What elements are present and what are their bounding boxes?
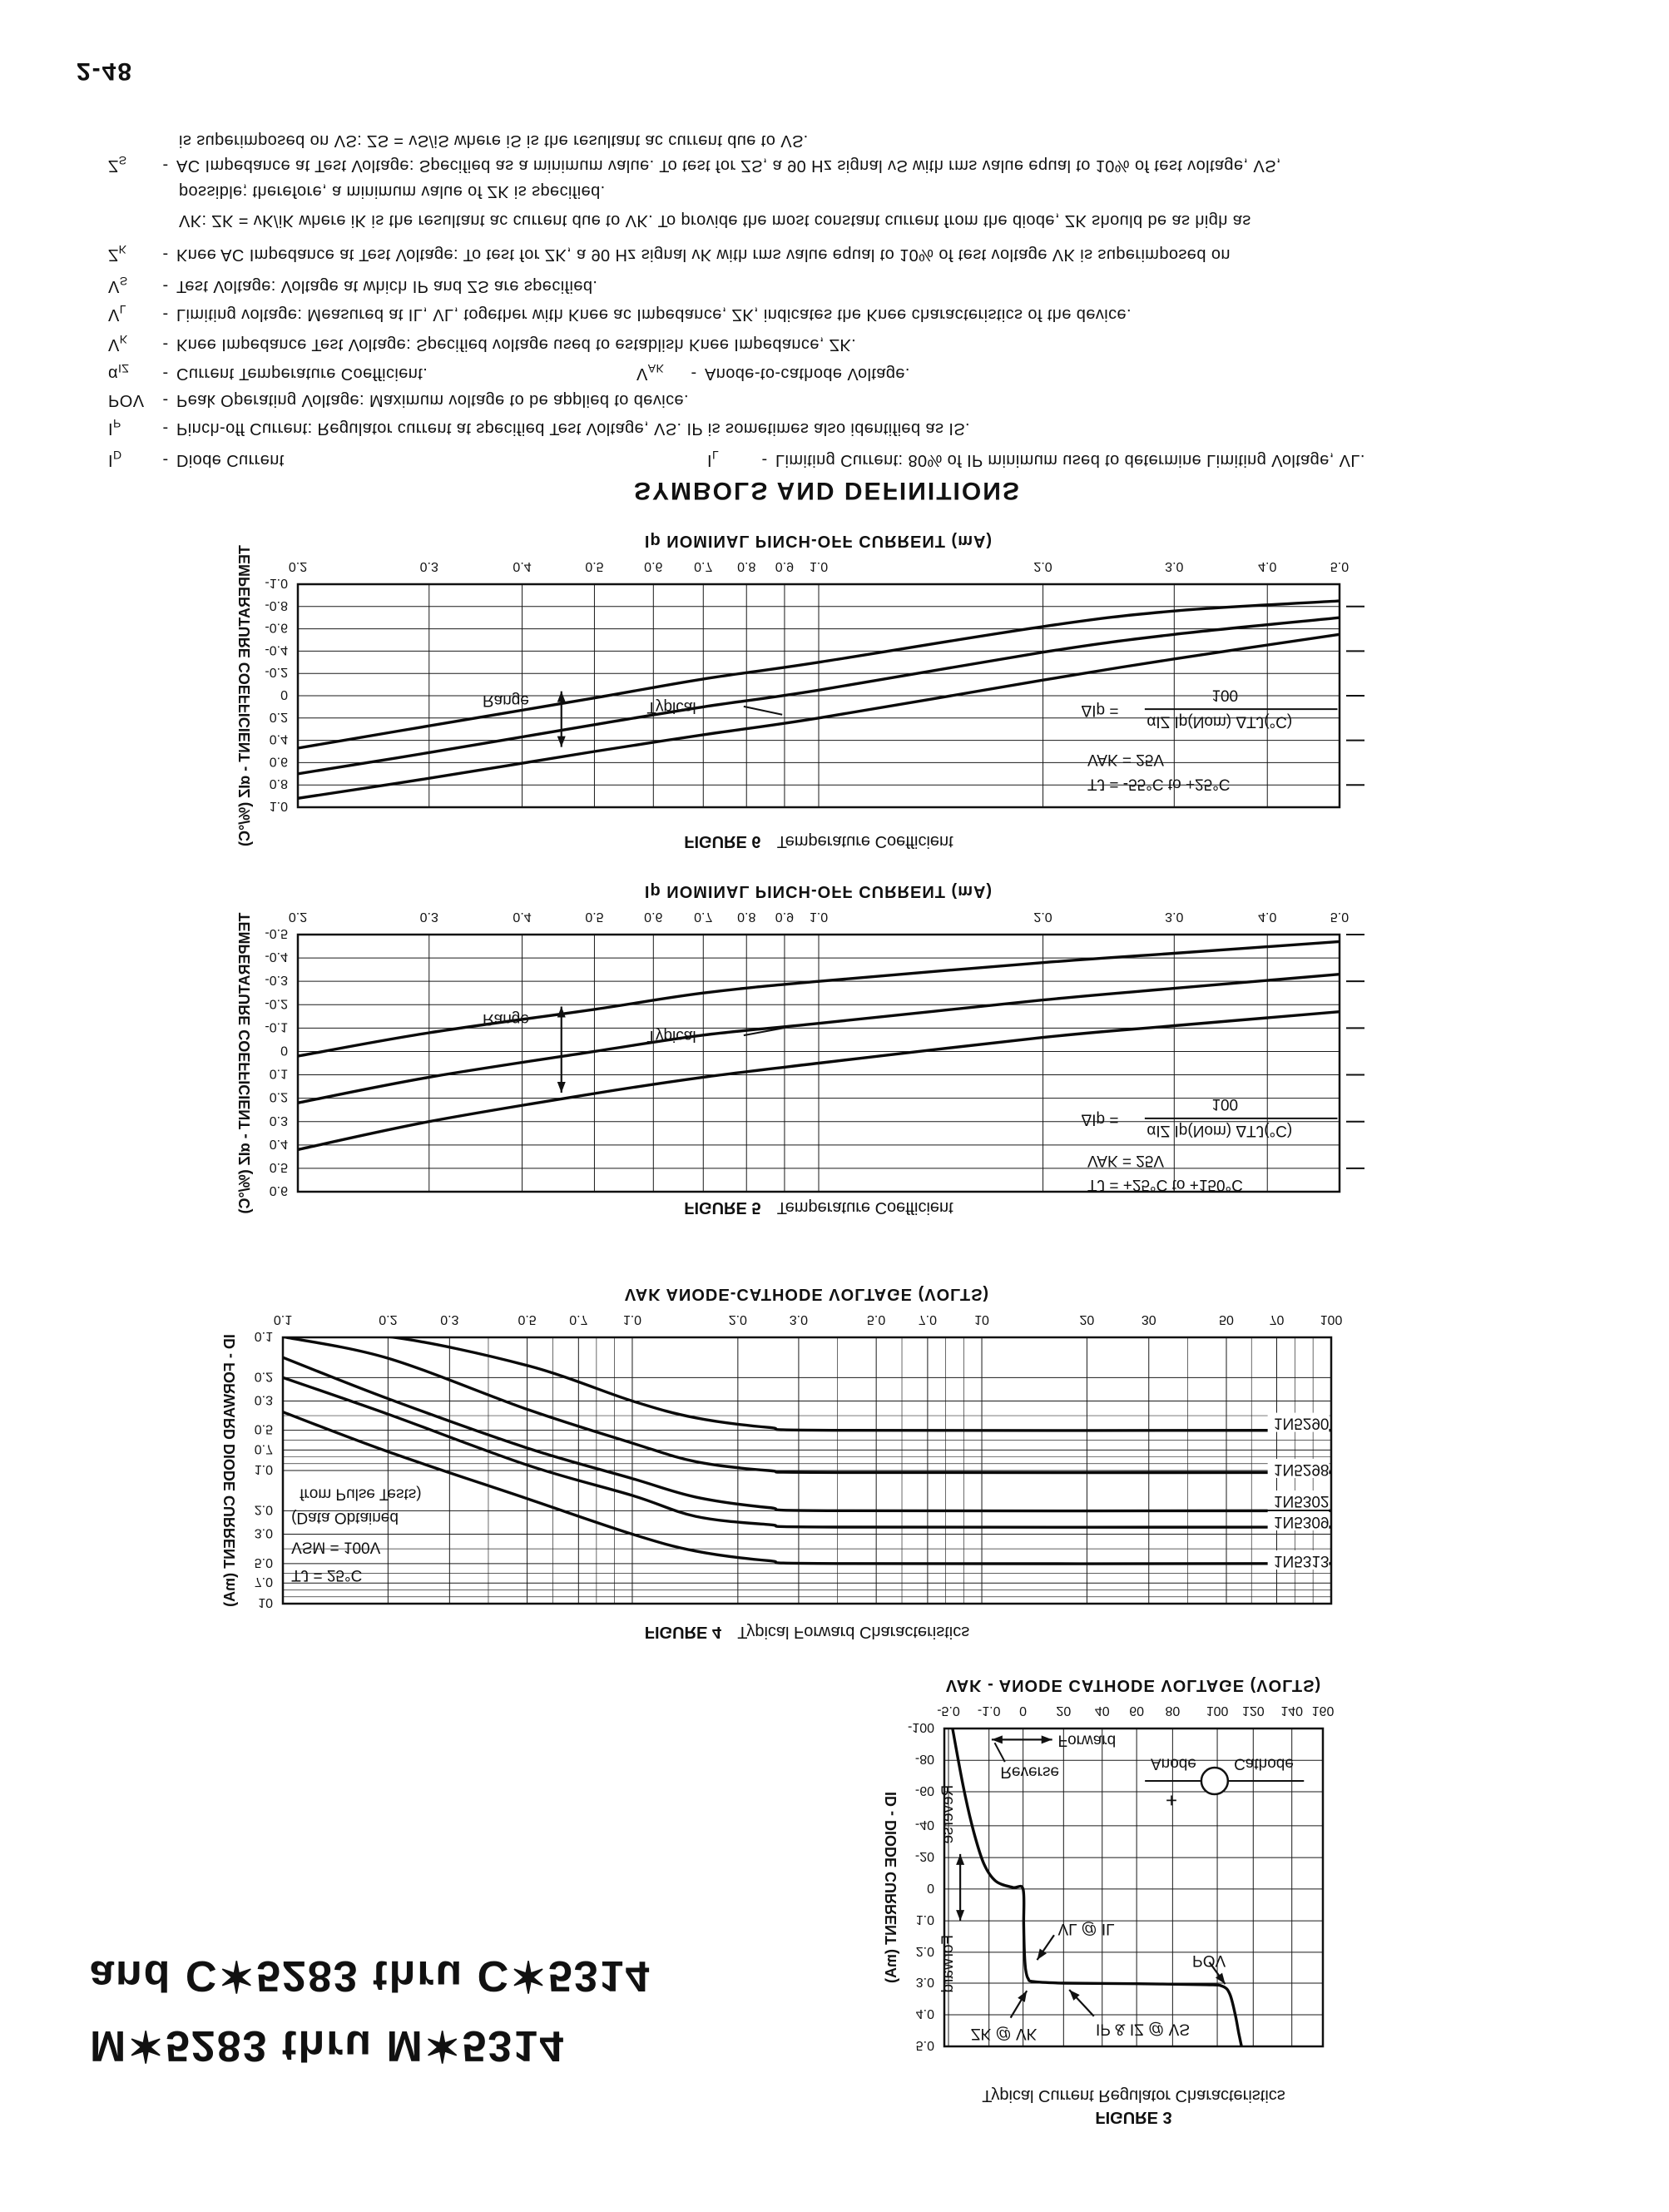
- svg-text:0.4: 0.4: [513, 559, 532, 573]
- svg-text:0.3: 0.3: [419, 559, 438, 573]
- svg-text:5.0: 5.0: [915, 2038, 934, 2052]
- svg-text:5.0: 5.0: [1330, 559, 1350, 573]
- svg-text:0.2: 0.2: [288, 559, 308, 573]
- figure-6: [223, 509, 1431, 890]
- svg-text:0.5: 0.5: [254, 1421, 273, 1436]
- definition-text: Test Voltage: Voltage at which IP and ZS are specified.: [176, 277, 598, 295]
- svg-text:Cathode: Cathode: [1234, 1754, 1294, 1773]
- svg-text:0: 0: [280, 1043, 288, 1058]
- definition-dash: -: [162, 335, 169, 354]
- svg-text:-0.4: -0.4: [265, 642, 288, 657]
- figure-5-caption: FIGURE 5 Temperature Coefficient: [684, 1198, 953, 1217]
- svg-text:IP & IZ @ VS: IP & IZ @ VS: [1096, 2020, 1190, 2038]
- svg-text:ZK @ VK: ZK @ VK: [970, 2024, 1038, 2042]
- definition-dash: -: [162, 451, 169, 469]
- svg-text:100: 100: [1211, 686, 1239, 704]
- figure-3-chart: [869, 1654, 1414, 2055]
- figure-3-plot: [869, 1649, 1414, 2055]
- svg-text:-0.2: -0.2: [265, 996, 288, 1011]
- svg-text:20: 20: [1079, 1312, 1095, 1327]
- svg-text:Reverse: Reverse: [939, 1784, 958, 1844]
- definition-symbol: $Z_K$: [108, 243, 127, 264]
- svg-text:0.1: 0.1: [273, 1312, 293, 1327]
- svg-text:-1.0: -1.0: [977, 1704, 1001, 1718]
- definition-row: [108, 390, 689, 409]
- svg-text:VL @ IL: VL @ IL: [1057, 1919, 1115, 1937]
- svg-text:0.3: 0.3: [254, 1392, 273, 1407]
- svg-text:30: 30: [1141, 1312, 1156, 1327]
- definition-dash: -: [691, 365, 697, 383]
- svg-text:0: 0: [280, 687, 288, 702]
- svg-text:0.5: 0.5: [585, 559, 604, 573]
- svg-text:0.5: 0.5: [585, 910, 604, 924]
- svg-text:Range: Range: [482, 692, 529, 709]
- svg-text:0.1: 0.1: [269, 1066, 288, 1081]
- svg-text:TJ = 25°C: TJ = 25°C: [291, 1566, 363, 1584]
- definition-symbol: $I_P$: [108, 417, 121, 438]
- definition-text: Limiting Current: 80% of IP minimum used to determine Limiting Voltage, VL.: [775, 451, 1365, 469]
- svg-text:0.8: 0.8: [737, 910, 756, 924]
- svg-text:3.0: 3.0: [254, 1525, 273, 1540]
- svg-text:VSM = 100V: VSM = 100V: [291, 1538, 381, 1556]
- svg-text:2.0: 2.0: [1033, 910, 1052, 924]
- svg-text:80: 80: [1165, 1704, 1181, 1718]
- device-title-line2: and C✶5283 thru C✶5314: [90, 1952, 651, 2000]
- svg-text:0.5: 0.5: [269, 1159, 288, 1174]
- svg-text:0.4: 0.4: [269, 732, 288, 746]
- svg-text:TEMPERATURE COEFFICIENT - αIZ: TEMPERATURE COEFFICIENT - αIZ (%/°C): [236, 545, 253, 846]
- svg-text:10: 10: [258, 1595, 273, 1609]
- svg-text:0.3: 0.3: [269, 1113, 288, 1128]
- svg-text:100: 100: [1211, 1094, 1239, 1113]
- definition-text: Pinch-off Current: Regulator current at specified Test Voltage, VS. IP is sometimes also identified as IS.: [176, 419, 970, 438]
- definition-dash: -: [162, 391, 169, 409]
- figure-3: [869, 1654, 1414, 2130]
- definition-row: [108, 449, 285, 469]
- svg-text:0.6: 0.6: [644, 910, 663, 924]
- svg-text:4.0: 4.0: [1258, 910, 1277, 924]
- definition-text: Knee Impedance Test Voltage: Specified voltage used to establish Knee Impedance, ZK.: [176, 335, 857, 354]
- svg-text:0.7: 0.7: [254, 1441, 273, 1456]
- svg-text:0.8: 0.8: [737, 559, 756, 573]
- svg-text:0.2: 0.2: [269, 1089, 288, 1104]
- definition-text: possible; therefore, a minimum value of ZK is specified.: [179, 182, 606, 201]
- svg-text:Anode: Anode: [1150, 1754, 1196, 1773]
- definition-row: [108, 362, 428, 383]
- svg-text:20: 20: [1056, 1704, 1072, 1718]
- svg-text:0.7: 0.7: [694, 559, 713, 573]
- svg-text:3.0: 3.0: [789, 1312, 809, 1327]
- symbols-heading: SYMBOLS AND DEFINITIONS: [634, 477, 1021, 504]
- svg-text:0: 0: [927, 1880, 934, 1895]
- svg-text:1.0: 1.0: [254, 1462, 273, 1476]
- svg-text:-0.4: -0.4: [265, 950, 288, 965]
- svg-text:0.3: 0.3: [440, 1312, 459, 1327]
- svg-text:0.6: 0.6: [269, 754, 288, 769]
- svg-text:0.6: 0.6: [644, 559, 663, 573]
- svg-text:0.3: 0.3: [419, 910, 438, 924]
- svg-text:2.0: 2.0: [254, 1502, 273, 1517]
- page-number: 2-48: [77, 57, 134, 85]
- definition-symbol: $V_L$: [108, 303, 126, 324]
- svg-text:-80: -80: [914, 1752, 934, 1767]
- svg-text:αIZ Ip(Nom) ΔTJ(°C): αIZ Ip(Nom) ΔTJ(°C): [1147, 1122, 1293, 1140]
- definition-dash: -: [162, 277, 169, 295]
- device-title-line1: M✶5283 thru M✶5314: [90, 2021, 566, 2070]
- figure-6-caption: FIGURE 6 Temperature Coefficient: [684, 832, 953, 851]
- definition-row: [636, 362, 910, 383]
- svg-text:4.0: 4.0: [1258, 559, 1277, 573]
- definition-dash: -: [162, 365, 169, 383]
- svg-text:+: +: [1165, 1788, 1178, 1812]
- figure-4: [208, 1262, 1423, 1687]
- svg-text:Forward: Forward: [1057, 1731, 1117, 1749]
- svg-text:0.9: 0.9: [775, 559, 795, 573]
- svg-text:0.5: 0.5: [518, 1312, 537, 1327]
- svg-text:-20: -20: [914, 1849, 934, 1864]
- svg-text:TJ = -55°C to +25°C: TJ = -55°C to +25°C: [1087, 775, 1231, 793]
- definition-row: [108, 333, 856, 354]
- svg-text:2.0: 2.0: [728, 1312, 747, 1327]
- definition-text: Peak Operating Voltage: Maximum voltage to be applied to device.: [176, 391, 689, 409]
- definition-text: Current Temperature Coefficient.: [176, 365, 428, 383]
- svg-text:2.0: 2.0: [915, 1943, 934, 1958]
- svg-text:1.0: 1.0: [269, 799, 288, 813]
- svg-text:100: 100: [1320, 1312, 1343, 1327]
- svg-text:1N5309: 1N5309: [1273, 1513, 1330, 1530]
- definition-dash: -: [162, 156, 169, 175]
- svg-text:TJ = +25°C to +150°C: TJ = +25°C to +150°C: [1087, 1176, 1243, 1194]
- svg-text:TEMPERATURE COEFFICIENT - αIZ: TEMPERATURE COEFFICIENT - αIZ (%/°C): [236, 912, 253, 1214]
- svg-text:from Pulse Tests): from Pulse Tests): [300, 1485, 422, 1503]
- svg-text:10: 10: [974, 1312, 989, 1327]
- definition-row: [108, 417, 970, 438]
- svg-text:1.0: 1.0: [809, 559, 829, 573]
- svg-text:3.0: 3.0: [1165, 559, 1184, 573]
- definition-row: [707, 449, 1365, 469]
- figure-4-caption: FIGURE 4 Typical Forward Characteristics: [644, 1623, 970, 1641]
- definition-row: [108, 303, 1132, 324]
- svg-text:7.0: 7.0: [254, 1575, 273, 1590]
- svg-text:120: 120: [1241, 1704, 1265, 1718]
- svg-text:-1.0: -1.0: [265, 576, 288, 590]
- svg-text:-60: -60: [914, 1783, 934, 1798]
- svg-text:1N5290: 1N5290: [1273, 1414, 1330, 1432]
- svg-text:0.7: 0.7: [694, 910, 713, 924]
- svg-text:1N5302: 1N5302: [1273, 1492, 1330, 1510]
- definition-dash: -: [162, 246, 169, 264]
- figure-3-caption: FIGURE 3 Typical Current Regulator Characteristics: [982, 2086, 1285, 2126]
- svg-text:-0.6: -0.6: [265, 620, 288, 635]
- svg-text:1N5313: 1N5313: [1273, 1552, 1330, 1570]
- definition-symbol: $\alpha_{IZ}$: [108, 362, 130, 383]
- svg-text:0.1: 0.1: [254, 1329, 273, 1343]
- svg-text:Forward: Forward: [939, 1934, 958, 1993]
- svg-text:1.0: 1.0: [622, 1312, 642, 1327]
- svg-text:50: 50: [1219, 1312, 1234, 1327]
- svg-text:0.7: 0.7: [569, 1312, 588, 1327]
- figure-5: [223, 860, 1431, 1275]
- definition-text: Diode Current: [176, 451, 285, 469]
- svg-text:4.0: 4.0: [915, 2006, 934, 2021]
- svg-text:5.0: 5.0: [254, 1555, 273, 1570]
- svg-text:ID - FORWARD DIODE CURRENT (mA: ID - FORWARD DIODE CURRENT (mA): [221, 1334, 238, 1607]
- definition-symbol: $V_{AK}$: [636, 362, 665, 383]
- svg-text:140: 140: [1280, 1704, 1304, 1718]
- svg-text:Typical: Typical: [646, 698, 696, 717]
- definition-symbol: $I_D$: [108, 449, 122, 469]
- svg-text:5.0: 5.0: [867, 1312, 886, 1327]
- svg-text:ID - DIODE CURRENT (mA): ID - DIODE CURRENT (mA): [883, 1792, 899, 1983]
- svg-text:0.6: 0.6: [269, 1183, 288, 1198]
- svg-text:0.4: 0.4: [513, 910, 532, 924]
- svg-text:Typical: Typical: [646, 1026, 696, 1044]
- svg-text:1.0: 1.0: [809, 910, 829, 924]
- svg-text:40: 40: [1094, 1704, 1110, 1718]
- svg-text:Ip NOMINAL PINCH-OFF CURRENT (: Ip NOMINAL PINCH-OFF CURRENT (mA): [644, 882, 993, 900]
- svg-text:-100: -100: [907, 1720, 934, 1734]
- svg-text:0.2: 0.2: [379, 1312, 398, 1327]
- svg-text:-0.1: -0.1: [265, 1019, 288, 1034]
- definition-text: VK: ZK = vK/iK where iK is the resultant ac current due to VK. To provide the most constant current from the diode, ZK should be as high as: [179, 211, 1251, 230]
- svg-text:Ip NOMINAL PINCH-OFF CURRENT (: Ip NOMINAL PINCH-OFF CURRENT (mA): [644, 532, 993, 550]
- svg-text:1.0: 1.0: [915, 1912, 934, 1927]
- definition-row: [108, 243, 1231, 264]
- definition-symbol: $V_S$: [108, 275, 128, 295]
- definition-text: Limiting voltage: Measured at IL, VL, together with Knee ac Impedance, ZK, indicates the Knee characteristics of the device.: [176, 305, 1132, 324]
- svg-text:VAK = 25V: VAK = 25V: [1087, 1151, 1165, 1169]
- svg-text:-5.0: -5.0: [937, 1704, 960, 1718]
- svg-text:-0.2: -0.2: [265, 665, 288, 680]
- svg-text:3.0: 3.0: [915, 1974, 934, 1989]
- svg-text:70: 70: [1269, 1312, 1285, 1327]
- svg-text:VAK = 25V: VAK = 25V: [1087, 751, 1165, 769]
- definition-dash: -: [162, 305, 169, 324]
- svg-text:-40: -40: [914, 1817, 934, 1832]
- svg-text:ΔIp =: ΔIp =: [1081, 1110, 1119, 1128]
- definition-continuation: [179, 211, 1251, 230]
- svg-text:VAK - ANODE CATHODE VOLTAGE (V: VAK - ANODE CATHODE VOLTAGE (VOLTS): [945, 1676, 1322, 1694]
- svg-text:Reverse: Reverse: [1000, 1763, 1060, 1781]
- svg-text:100: 100: [1206, 1704, 1229, 1718]
- figure-4-plot: [208, 1258, 1423, 1612]
- definition-symbol: $I_L$: [707, 449, 720, 469]
- definition-text: AC Impedance at Test Voltage: Specified as a minimum value. To test for ZS, a 90 Hz signal vS with rms value equal to 10% of test voltage, VS,: [176, 156, 1281, 175]
- svg-text:7.0: 7.0: [918, 1312, 938, 1327]
- definition-symbol: POV: [108, 391, 145, 409]
- svg-text:-0.3: -0.3: [265, 973, 288, 988]
- svg-text:2.0: 2.0: [1033, 559, 1052, 573]
- definition-symbol: $Z_S$: [108, 154, 127, 175]
- svg-text:1N5298: 1N5298: [1273, 1460, 1330, 1478]
- definition-dash: -: [761, 451, 768, 469]
- svg-text:ΔIp =: ΔIp =: [1081, 702, 1119, 720]
- definition-text: is superimposed on VS: ZS = vS/iS where iS is the resultant ac current due to VS.: [179, 131, 809, 150]
- definition-dash: -: [162, 419, 169, 438]
- svg-text:3.0: 3.0: [1165, 910, 1184, 924]
- svg-text:0.2: 0.2: [288, 910, 308, 924]
- svg-text:POV: POV: [1192, 1952, 1226, 1970]
- svg-text:0.8: 0.8: [269, 776, 288, 791]
- definition-symbol: $V_K$: [108, 333, 128, 354]
- device-title: [90, 1941, 651, 2081]
- svg-text:(Data Obtained: (Data Obtained: [291, 1509, 399, 1527]
- svg-text:-0.5: -0.5: [265, 926, 288, 940]
- svg-text:0: 0: [1019, 1704, 1028, 1718]
- definition-text: Knee AC Impedance at Test Voltage: To test for ZK, a 90 Hz signal vK with rms value equal to 10% of test voltage VK is superimposed on: [176, 246, 1231, 264]
- definition-row: [108, 275, 597, 295]
- svg-text:VAK ANODE-CATHODE VOLTAGE (VOL: VAK ANODE-CATHODE VOLTAGE (VOLTS): [624, 1285, 990, 1303]
- svg-text:Range: Range: [482, 1009, 529, 1028]
- definition-text: Anode-to-cathode Voltage.: [705, 365, 910, 383]
- svg-text:0.4: 0.4: [269, 1136, 288, 1151]
- svg-text:160: 160: [1311, 1704, 1335, 1718]
- svg-text:5.0: 5.0: [1330, 910, 1350, 924]
- svg-text:-0.8: -0.8: [265, 598, 288, 613]
- svg-text:0.2: 0.2: [269, 709, 288, 724]
- svg-text:0.9: 0.9: [775, 910, 795, 924]
- svg-text:0.2: 0.2: [254, 1369, 273, 1384]
- svg-text:αIZ Ip(Nom) ΔTJ(°C): αIZ Ip(Nom) ΔTJ(°C): [1147, 712, 1293, 731]
- definition-row: [108, 154, 1281, 175]
- definition-continuation: [179, 181, 606, 201]
- figure-4-chart: [208, 1262, 1423, 1612]
- definition-continuation: [179, 131, 809, 150]
- svg-text:60: 60: [1129, 1704, 1145, 1718]
